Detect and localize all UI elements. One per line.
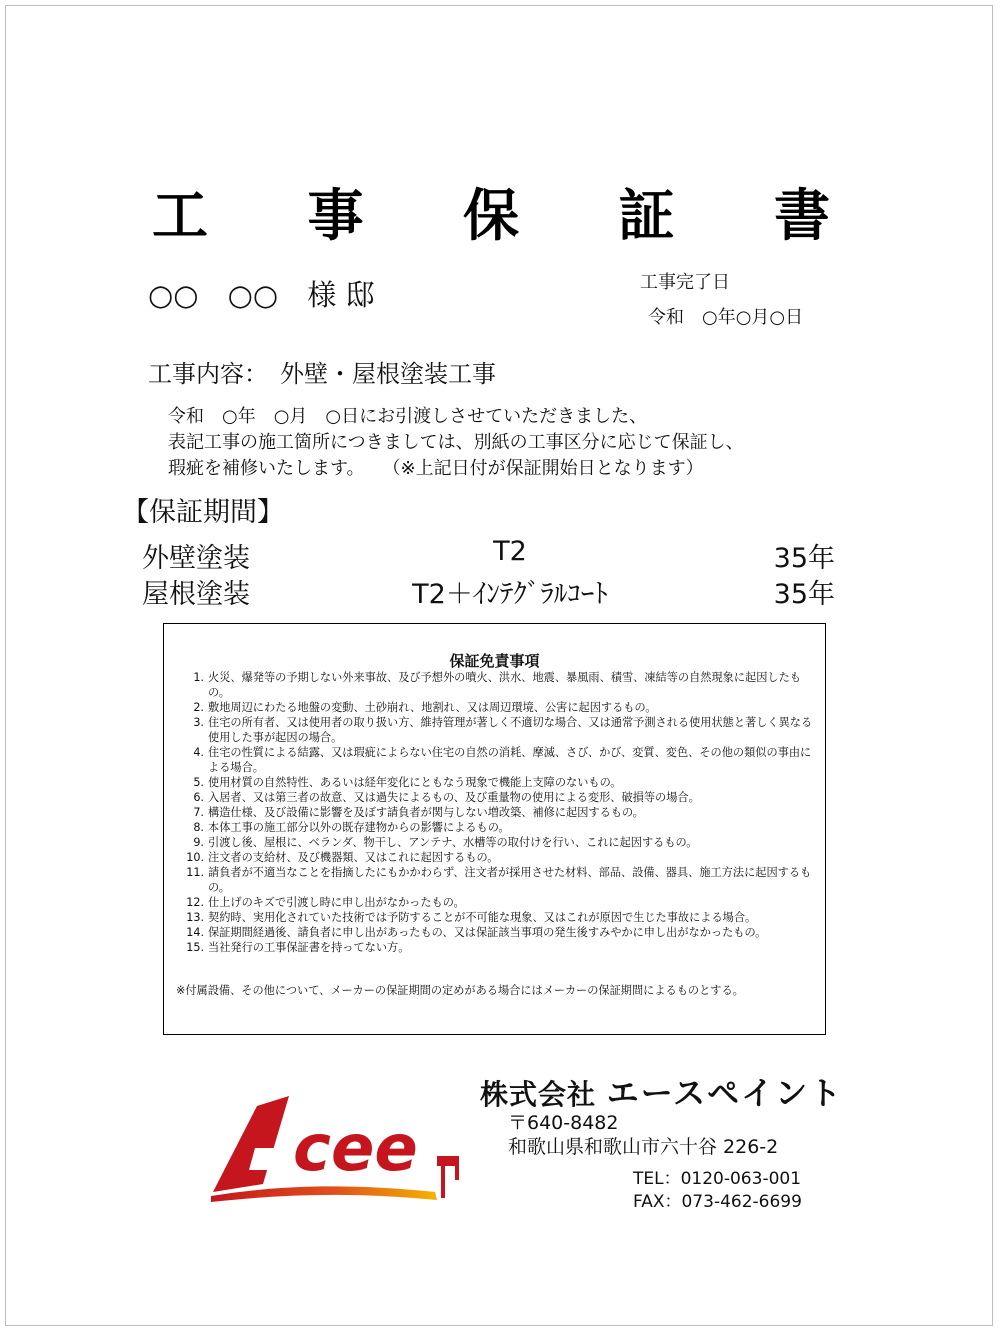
warranty-item-name: 屋根塗装	[142, 579, 250, 610]
exemption-item	[182, 715, 818, 745]
exemption-text: 当社発行の工事保証書を持ってない方。	[208, 941, 410, 954]
warranty-row	[0, 536, 1000, 572]
document-title: 工 事 保 証 書	[152, 184, 870, 249]
warranty-row	[0, 572, 1000, 608]
exemption-text: 入居者、又は第三者の故意、又は過失によるもの、及び重量物の使用による変形、破損等の場合。	[208, 791, 700, 804]
exemption-text: 契約時、実用化されていた技術では予防することが不可能な現象、又はこれが原因で生じた事故による場合。	[208, 911, 757, 924]
exemption-text: 引渡し後、屋根に、ベランダ、物干し、アンテナ、水槽等の取付けを行い、これに起因するもの。	[208, 836, 698, 849]
exemption-number: 12.	[186, 896, 204, 909]
exemption-item	[182, 745, 818, 775]
postal-code: 〒640-8482	[508, 1112, 619, 1134]
intro-paragraph	[168, 404, 744, 482]
exemption-item	[182, 670, 818, 700]
exemption-item	[182, 910, 818, 925]
exemption-number: 7.	[193, 806, 204, 819]
exemption-number: 11.	[186, 866, 204, 879]
exemption-item	[182, 775, 818, 790]
company-fax: FAX：073-462-6699	[633, 1192, 802, 1212]
exemption-number: 15.	[186, 941, 204, 954]
warranty-item-name: 外壁塗装	[142, 543, 250, 574]
completion-label: 工事完了日	[640, 272, 730, 293]
completion-date: 令和 ○年○月○日	[648, 307, 804, 328]
exemptions-box	[163, 623, 826, 1035]
exemption-item	[182, 895, 818, 910]
logo-roof	[213, 1096, 289, 1192]
exemption-number: 10.	[186, 851, 204, 864]
exemption-number: 4.	[193, 746, 204, 759]
warranty-heading: 【保証期間】	[122, 497, 284, 528]
exemption-text: 住宅の所有者、又は使用者の取り扱い方、維持管理が著しく不適切な場合、又は通常予測される使用状態と著しく異なる使用した事が起因の場合。	[208, 716, 813, 744]
company-brand: エースペイント	[606, 1074, 844, 1112]
exemption-item	[182, 835, 818, 850]
exemption-text: 注文者の支給材、及び機器類、又はこれに起因するもの。	[208, 851, 499, 864]
exemption-number: 14.	[186, 926, 204, 939]
logo-roller-head	[437, 1156, 457, 1166]
exemption-number: 9.	[193, 836, 204, 849]
exemptions-list	[182, 670, 818, 955]
company-logo	[205, 1088, 485, 1208]
exemption-number: 1.	[193, 671, 204, 684]
warranty-item-product: T2＋ｲﾝﾃｸﾞﾗﾙｺｰﾄ	[412, 579, 608, 610]
exemption-text: 使用材質の自然特性、あるいは経年変化にともなう現象で機能上支障のないもの。	[208, 776, 622, 789]
exemption-item	[182, 850, 818, 865]
exemption-number: 2.	[193, 701, 204, 714]
exemption-item	[182, 700, 818, 715]
company-address: 和歌山県和歌山市六十谷 226-2	[508, 1136, 779, 1158]
exemption-text: 住宅の性質による結露、又は瑕疵によらない住宅の自然の消耗、摩滅、さび、かび、変質、変色、その他の類似の事由による場合。	[208, 746, 812, 774]
intro-line: 瑕疵を補修いたします。 （※上記日付が保証開始日となります）	[168, 458, 704, 479]
exemption-text: 本体工事の施工部分以外の既存建物からの影響によるもの。	[208, 821, 510, 834]
exemption-number: 3.	[193, 716, 204, 729]
exemption-number: 5.	[193, 776, 204, 789]
logo-roller-bar	[455, 1156, 459, 1180]
company-prefix: 株式会社	[480, 1078, 597, 1111]
exemption-item	[182, 865, 818, 895]
exemption-number: 8.	[193, 821, 204, 834]
exemption-text: 火災、爆発等の予期しない外来事故、及び予想外の噴火、洪水、地震、暴風雨、積雪、凍結等の自然現象に起因したもの。	[208, 671, 801, 699]
customer-name: ○○ ○○ 様 邸	[148, 278, 375, 312]
exemption-item	[182, 805, 818, 820]
intro-line: 令和 ○年 ○月 ○日にお引渡しさせていただきました、	[168, 406, 648, 427]
logo-letters: cee	[293, 1112, 418, 1186]
exemptions-title: 保証免責事項	[449, 652, 540, 670]
logo-swoosh	[211, 1186, 437, 1202]
exemptions-note: ※付属設備、その他について、メーカーの保証期間の定めがある場合にはメーカーの保証期間によるものとする。	[176, 984, 744, 997]
exemption-text: 構造仕様、及び設備に影響を及ぼす請負者が関与しない増改築、補修に起因するもの。	[208, 806, 644, 819]
exemption-text: 仕上げのキズで引渡し時に申し出がなかったもの。	[208, 896, 465, 909]
exemption-item	[182, 820, 818, 835]
warranty-item-product: T2	[493, 536, 527, 567]
exemption-item	[182, 925, 818, 940]
exemption-item	[182, 940, 818, 955]
exemption-number: 13.	[186, 911, 204, 924]
exemption-item	[182, 790, 818, 805]
warranty-item-years: 35年	[773, 543, 835, 574]
exemption-text: 保証期間経過後、請負者に申し出があったもの、又は保証該当事項の発生後すみやかに申し出がなかったもの。	[208, 926, 767, 939]
intro-line: 表記工事の施工箇所につきましては、別紙の工事区分に応じて保証し、	[168, 432, 744, 453]
warranty-item-years: 35年	[773, 579, 835, 610]
exemption-number: 6.	[193, 791, 204, 804]
exemption-text: 請負者が不適当なことを指摘したにもかかわらず、注文者が採用させた材料、部品、設備、器具、施工方法に起因するもの。	[208, 866, 812, 894]
company-tel: TEL：0120-063-001	[633, 1169, 802, 1189]
work-content: 工事内容： 外壁・屋根塗装工事	[148, 360, 496, 388]
exemption-text: 敷地周辺にわたる地盤の変動、土砂崩れ、地割れ、又は周辺環境、公害に起因するもの。	[208, 701, 657, 714]
